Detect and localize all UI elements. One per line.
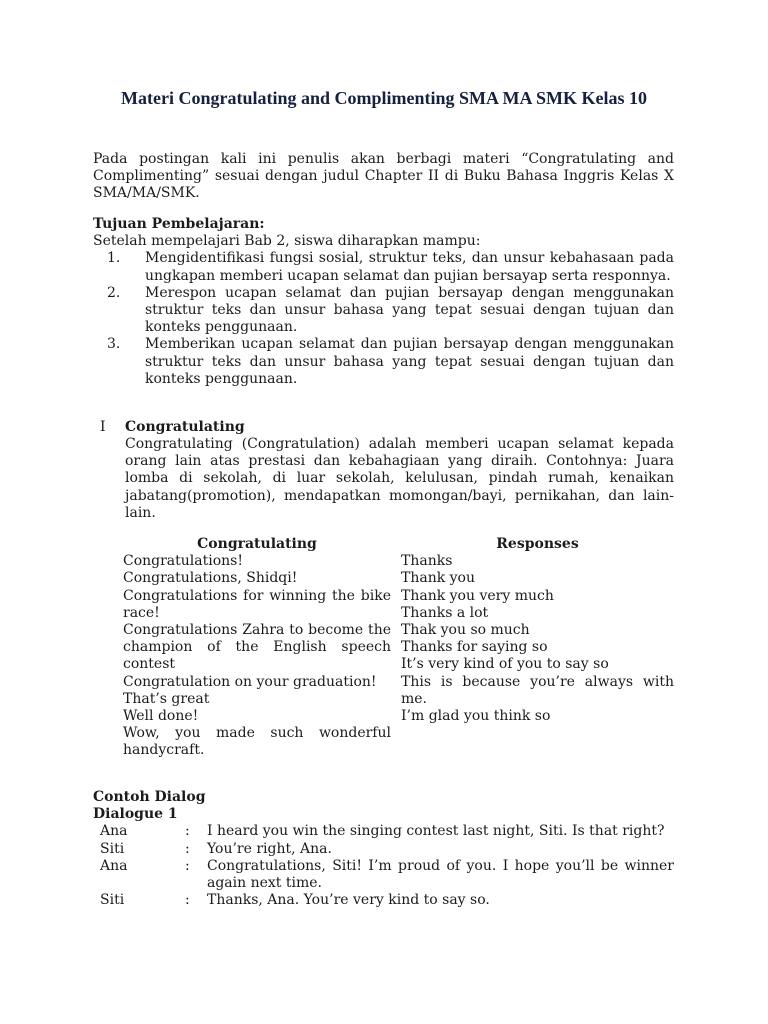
list-item bbox=[93, 336, 674, 388]
dialog-subheading: Dialogue 1 bbox=[93, 806, 178, 823]
congratulating-column bbox=[123, 536, 391, 760]
list-item-text: Merespon ucapan selamat dan pujian bersayap dengan menggunakan struktur teks dan unsur bahasa yang tepat sesuai dengan tujuan dan konteks penggunaan. bbox=[145, 284, 674, 336]
dialog-line bbox=[93, 841, 674, 858]
objectives-list bbox=[93, 250, 674, 388]
list-item: Congratulations for winning the bike race! bbox=[123, 587, 391, 621]
dialog-text: Congratulations, Siti! I’m proud of you. I hope you’ll be winner again next time. bbox=[207, 857, 674, 892]
list-item: Wow, you made such wonderful handycraft. bbox=[123, 725, 391, 759]
list-item bbox=[93, 250, 674, 284]
column-heading: Responses bbox=[496, 536, 579, 552]
dialog-speaker: Ana bbox=[100, 857, 128, 874]
list-item: That’s great bbox=[123, 690, 210, 707]
dialog-speaker: Siti bbox=[100, 892, 125, 909]
dialog-text: I heard you win the singing contest last night, Siti. Is that right? bbox=[207, 823, 665, 840]
dialog-text: Thanks, Ana. You’re very kind to say so. bbox=[207, 892, 490, 909]
list-item: Thanks bbox=[401, 553, 453, 570]
list-item-text: Memberikan ucapan selamat dan pujian bersayap dengan menggunakan struktur teks dan unsur bahasa yang tepat sesuai dengan tujuan dan konteks penggunaan. bbox=[145, 336, 674, 387]
list-item: Thank you bbox=[401, 570, 476, 587]
list-item-text: Mengidentifikasi fungsi sosial, struktur teks, dan unsur kebahasaan pada ungkapan memberi ucapan selamat dan pujian bersayap serta responnya. bbox=[145, 250, 674, 284]
list-item-number: 2. bbox=[107, 284, 121, 301]
dialog-line bbox=[93, 892, 674, 909]
dialog-speaker: Siti bbox=[100, 840, 125, 857]
list-item: Congratulations, Shidqi! bbox=[123, 570, 298, 587]
intro-paragraph: Pada postingan kali ini penulis akan berbagi materi “Congratulating and Complimenting” sesuai dengan judul Chapter II di Buku Bahasa Inggris Kelas X SMA/MA/SMK. bbox=[93, 151, 674, 202]
list-item: I’m glad you think so bbox=[401, 708, 551, 725]
dialog-speaker: Ana bbox=[100, 823, 128, 840]
objectives-heading: Tujuan Pembelajaran: bbox=[93, 216, 265, 232]
objectives-lead: Setelah mempelajari Bab 2, siswa diharapkan mampu: bbox=[93, 233, 481, 250]
dialog-line bbox=[93, 858, 674, 892]
dialog-colon: : bbox=[185, 892, 190, 909]
list-item: Congratulation on your graduation! bbox=[123, 673, 377, 690]
list-item: Well done! bbox=[123, 708, 199, 725]
responses-column bbox=[401, 536, 674, 725]
list-item: Thank you very much bbox=[401, 587, 554, 604]
list-item: Congratulations! bbox=[123, 553, 243, 570]
dialog-line bbox=[93, 823, 674, 840]
list-item bbox=[93, 285, 674, 337]
list-item: Thanks for saying so bbox=[401, 639, 548, 656]
list-item-number: 1. bbox=[107, 250, 121, 267]
list-item: Congratulations Zahra to become the champion of the English speech contest bbox=[123, 622, 391, 673]
section-heading: Congratulating bbox=[125, 419, 245, 435]
dialog-colon: : bbox=[185, 840, 190, 857]
page-title: Materi Congratulating and Complimenting SMA MA SMK Kelas 10 bbox=[121, 88, 647, 108]
dialog-colon: : bbox=[185, 823, 190, 840]
list-item: This is because you’re always with me. bbox=[401, 673, 674, 707]
dialog-colon: : bbox=[185, 857, 190, 874]
section-body: Congratulating (Congratulation) adalah memberi ucapan selamat kepada orang lain atas prestasi dan kebahagiaan yang diraih. Contohnya: Juara lomba di sekolah, di luar sekolah, kelulusan, pindah rumah, kenaikan jabatang(promotion), mendapatkan momongan/bayi, pernikahan, dan lain-lain. bbox=[125, 436, 674, 521]
dialog-section bbox=[93, 789, 674, 909]
list-item-number: 3. bbox=[107, 336, 121, 353]
column-heading: Congratulating bbox=[197, 536, 317, 552]
list-item: Thanks a lot bbox=[401, 604, 489, 621]
learning-objectives bbox=[93, 216, 674, 388]
list-item: It’s very kind of you to say so bbox=[401, 656, 609, 673]
section-numeral: I bbox=[100, 419, 106, 435]
dialog-heading: Contoh Dialog bbox=[93, 789, 206, 805]
list-item: Thak you so much bbox=[401, 622, 530, 639]
dialog-text: You’re right, Ana. bbox=[207, 840, 332, 857]
